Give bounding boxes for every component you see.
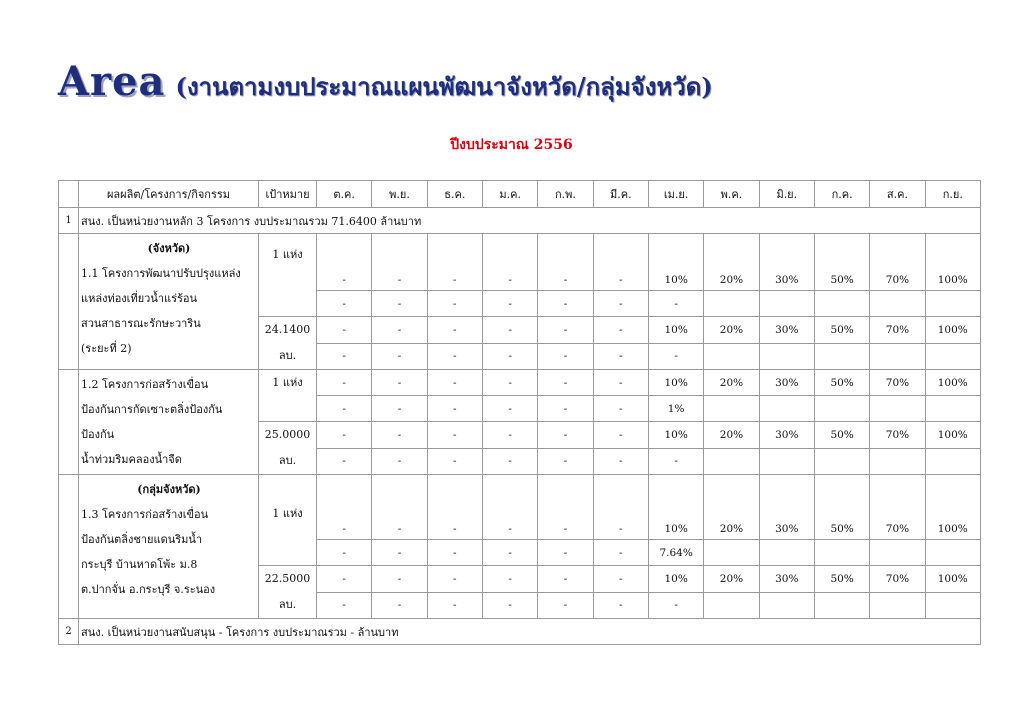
project-line: น้ำท่วมริมคลองน้ำจืด — [81, 453, 182, 466]
month-cell: - — [593, 234, 648, 291]
month-cell: - — [317, 234, 372, 291]
target-unit: ลบ. — [278, 454, 297, 467]
page-title — [58, 58, 713, 106]
month-cell: 20% — [704, 317, 759, 344]
month-cell: 70% — [870, 422, 925, 449]
month-cell — [814, 343, 869, 370]
month-cell: 30% — [759, 475, 814, 540]
header-num — [59, 181, 79, 208]
header-target: เป้าหมาย — [259, 181, 317, 208]
num-cell — [59, 370, 79, 475]
month-cell: - — [538, 566, 593, 593]
month-cell: - — [372, 317, 427, 344]
month-cell: - — [317, 317, 372, 344]
fiscal-year: ปีงบประมาณ 2556 — [450, 137, 573, 153]
month-cell: - — [593, 317, 648, 344]
month-cell: - — [317, 566, 372, 593]
project-group: (กลุ่มจังหวัด) — [137, 483, 201, 496]
month-cell: 10% — [648, 566, 703, 593]
month-cell: - — [372, 370, 427, 396]
month-cell: - — [538, 475, 593, 540]
section-num: 2 — [59, 619, 79, 645]
month-cell — [870, 540, 925, 566]
header-month: ก.พ. — [538, 181, 593, 208]
month-cell — [814, 540, 869, 566]
header-month: มี.ค. — [593, 181, 648, 208]
month-cell: 10% — [648, 370, 703, 396]
month-cell: 70% — [870, 370, 925, 396]
project-line: สวนสาธารณะรักษะวาริน — [81, 317, 201, 330]
month-cell: - — [427, 448, 482, 475]
month-cell: - — [427, 234, 482, 291]
project-line: กระบุรี บ้านหาดโพ้ะ ม.8 — [81, 558, 198, 571]
target-budget: 24.1400 — [264, 323, 311, 336]
month-cell: - — [593, 592, 648, 619]
month-cell: - — [482, 396, 537, 422]
month-cell: - — [538, 343, 593, 370]
month-cell: 100% — [925, 234, 980, 291]
month-cell — [814, 291, 869, 317]
month-cell: - — [372, 291, 427, 317]
target-qty: 1 แห่ง — [259, 475, 317, 566]
month-cell — [925, 448, 980, 475]
title-subtext: (งานตามงบประมาณแผนพัฒนาจังหวัด/กลุ่มจังหวัด) — [175, 72, 713, 101]
num-cell — [59, 475, 79, 619]
month-cell: - — [317, 343, 372, 370]
month-cell: - — [427, 475, 482, 540]
month-cell: - — [482, 566, 537, 593]
month-cell: 100% — [925, 422, 980, 449]
month-cell: 30% — [759, 317, 814, 344]
month-cell — [925, 343, 980, 370]
month-cell: - — [317, 291, 372, 317]
month-cell — [870, 592, 925, 619]
month-cell: - — [372, 540, 427, 566]
month-cell: - — [593, 343, 648, 370]
month-cell: - — [538, 592, 593, 619]
month-cell — [704, 343, 759, 370]
target-qty: 1 แห่ง — [259, 370, 317, 422]
month-cell: - — [593, 448, 648, 475]
header-month: ต.ค. — [317, 181, 372, 208]
project-cell — [79, 370, 259, 475]
month-cell: - — [317, 540, 372, 566]
month-cell — [925, 291, 980, 317]
month-cell — [759, 592, 814, 619]
month-cell: - — [482, 592, 537, 619]
table-row — [59, 475, 981, 540]
month-cell: - — [648, 343, 703, 370]
month-cell: 70% — [870, 234, 925, 291]
month-cell: 100% — [925, 317, 980, 344]
month-cell: - — [482, 343, 537, 370]
section-desc: สนง. เป็นหน่วยงานหลัก 3 โครงการ งบประมาณรวม 71.6400 ล้านบาท — [79, 208, 981, 234]
project-line: ต.ปากจั่น อ.กระบุรี จ.ระนอง — [81, 583, 216, 596]
month-cell: - — [427, 566, 482, 593]
project-line: แหล่งท่องเที่ยวน้ำแร่ร้อน — [81, 292, 198, 305]
month-cell: - — [317, 592, 372, 619]
project-line: 1.3 โครงการก่อสร้างเขื่อน — [81, 508, 209, 521]
month-cell: - — [317, 370, 372, 396]
header-month: ม.ค. — [482, 181, 537, 208]
month-cell — [704, 592, 759, 619]
project-line: (ระยะที่ 2) — [81, 342, 132, 355]
month-cell: - — [317, 448, 372, 475]
month-cell: 20% — [704, 475, 759, 540]
month-cell: - — [482, 448, 537, 475]
month-cell: - — [427, 317, 482, 344]
month-cell — [704, 540, 759, 566]
target-budget: 22.5000 — [264, 572, 311, 585]
month-cell: - — [538, 291, 593, 317]
month-cell — [814, 592, 869, 619]
month-cell: - — [648, 448, 703, 475]
month-cell: 20% — [704, 234, 759, 291]
month-cell: 70% — [870, 566, 925, 593]
header-month: ก.ย. — [925, 181, 980, 208]
month-cell — [870, 343, 925, 370]
month-cell: - — [317, 475, 372, 540]
month-cell: 7.64% — [648, 540, 703, 566]
month-cell: - — [427, 540, 482, 566]
month-cell: 50% — [814, 475, 869, 540]
project-line: ป้องกันการกัดเซาะตลิ่งป้องกัน — [81, 403, 223, 416]
month-cell: - — [372, 396, 427, 422]
month-cell: - — [482, 234, 537, 291]
project-group: (จังหวัด) — [147, 242, 191, 255]
month-cell: - — [593, 396, 648, 422]
target-budget-cell — [259, 566, 317, 619]
month-cell: 50% — [814, 317, 869, 344]
month-cell: - — [538, 317, 593, 344]
month-cell — [759, 291, 814, 317]
month-cell — [704, 396, 759, 422]
month-cell — [925, 592, 980, 619]
month-cell: - — [648, 592, 703, 619]
month-cell: 10% — [648, 475, 703, 540]
month-cell: 100% — [925, 370, 980, 396]
month-cell — [925, 540, 980, 566]
header-row — [59, 181, 981, 208]
target-unit: ลบ. — [278, 349, 297, 362]
target-qty: 1 แห่ง — [259, 234, 317, 317]
month-cell: - — [427, 370, 482, 396]
month-cell: - — [427, 343, 482, 370]
header-month: ก.ค. — [814, 181, 869, 208]
month-cell: 10% — [648, 317, 703, 344]
header-month: พ.ย. — [372, 181, 427, 208]
month-cell: 70% — [870, 317, 925, 344]
month-cell — [925, 396, 980, 422]
month-cell: - — [372, 422, 427, 449]
month-cell: - — [593, 475, 648, 540]
target-budget: 25.0000 — [264, 428, 311, 441]
month-cell: - — [427, 396, 482, 422]
month-cell: - — [482, 475, 537, 540]
month-cell — [759, 540, 814, 566]
month-cell: - — [593, 566, 648, 593]
table-row — [59, 234, 981, 291]
month-cell: - — [593, 540, 648, 566]
section-num: 1 — [59, 208, 79, 234]
month-cell: 100% — [925, 566, 980, 593]
target-unit: ลบ. — [278, 598, 297, 611]
month-cell: - — [482, 370, 537, 396]
month-cell: 50% — [814, 370, 869, 396]
month-cell: - — [593, 422, 648, 449]
month-cell — [814, 396, 869, 422]
month-cell: - — [538, 396, 593, 422]
month-cell: - — [372, 475, 427, 540]
header-month: ธ.ค. — [427, 181, 482, 208]
month-cell: - — [372, 448, 427, 475]
title-area: Area — [58, 58, 166, 105]
month-cell: - — [482, 317, 537, 344]
month-cell: - — [538, 234, 593, 291]
month-cell: - — [427, 592, 482, 619]
month-cell: 10% — [648, 422, 703, 449]
month-cell: - — [482, 291, 537, 317]
month-cell: - — [372, 234, 427, 291]
month-cell — [759, 396, 814, 422]
plan-table — [58, 180, 981, 645]
month-cell: - — [593, 370, 648, 396]
month-cell: 50% — [814, 566, 869, 593]
header-month: พ.ค. — [704, 181, 759, 208]
month-cell: 20% — [704, 370, 759, 396]
month-cell: - — [538, 370, 593, 396]
month-cell — [759, 448, 814, 475]
num-cell — [59, 234, 79, 370]
header-month: มิ.ย. — [759, 181, 814, 208]
header-month: ส.ค. — [870, 181, 925, 208]
month-cell — [870, 396, 925, 422]
header-month: เม.ย. — [648, 181, 703, 208]
project-line: 1.2 โครงการก่อสร้างเขื่อน — [81, 378, 209, 391]
month-cell: - — [538, 422, 593, 449]
month-cell: - — [427, 291, 482, 317]
month-cell: 100% — [925, 475, 980, 540]
month-cell: - — [482, 540, 537, 566]
month-cell: 50% — [814, 234, 869, 291]
month-cell: - — [538, 448, 593, 475]
month-cell — [870, 291, 925, 317]
month-cell — [814, 448, 869, 475]
month-cell — [759, 343, 814, 370]
month-cell: - — [482, 422, 537, 449]
month-cell: 30% — [759, 566, 814, 593]
month-cell: 70% — [870, 475, 925, 540]
month-cell: - — [648, 291, 703, 317]
project-cell — [79, 234, 259, 370]
month-cell: - — [372, 592, 427, 619]
section-desc: สนง. เป็นหน่วยงานสนับสนุน - โครงการ งบประมาณรวม - ล้านบาท — [79, 619, 981, 645]
month-cell: - — [372, 566, 427, 593]
month-cell: - — [427, 422, 482, 449]
month-cell: - — [317, 396, 372, 422]
month-cell: - — [372, 343, 427, 370]
project-line: ป้องกัน — [81, 428, 115, 441]
project-line: ป้องกันตลิ่งชายแดนริมน้ำ — [81, 533, 203, 546]
month-cell — [704, 291, 759, 317]
month-cell: - — [317, 422, 372, 449]
month-cell: 30% — [759, 234, 814, 291]
section-row — [59, 619, 981, 645]
month-cell: 20% — [704, 566, 759, 593]
project-line: 1.1 โครงการพัฒนาปรับปรุงแหล่ง — [81, 267, 241, 280]
month-cell: - — [593, 291, 648, 317]
target-budget-cell — [259, 422, 317, 475]
month-cell — [704, 448, 759, 475]
month-cell: 20% — [704, 422, 759, 449]
target-budget-cell — [259, 317, 317, 370]
month-cell: 10% — [648, 234, 703, 291]
month-cell: 30% — [759, 370, 814, 396]
month-cell: - — [538, 540, 593, 566]
table-row — [59, 370, 981, 396]
section-row — [59, 208, 981, 234]
project-cell — [79, 475, 259, 619]
month-cell: 1% — [648, 396, 703, 422]
header-output: ผลผลิต/โครงการ/กิจกรรม — [79, 181, 259, 208]
month-cell — [870, 448, 925, 475]
month-cell: 50% — [814, 422, 869, 449]
month-cell: 30% — [759, 422, 814, 449]
